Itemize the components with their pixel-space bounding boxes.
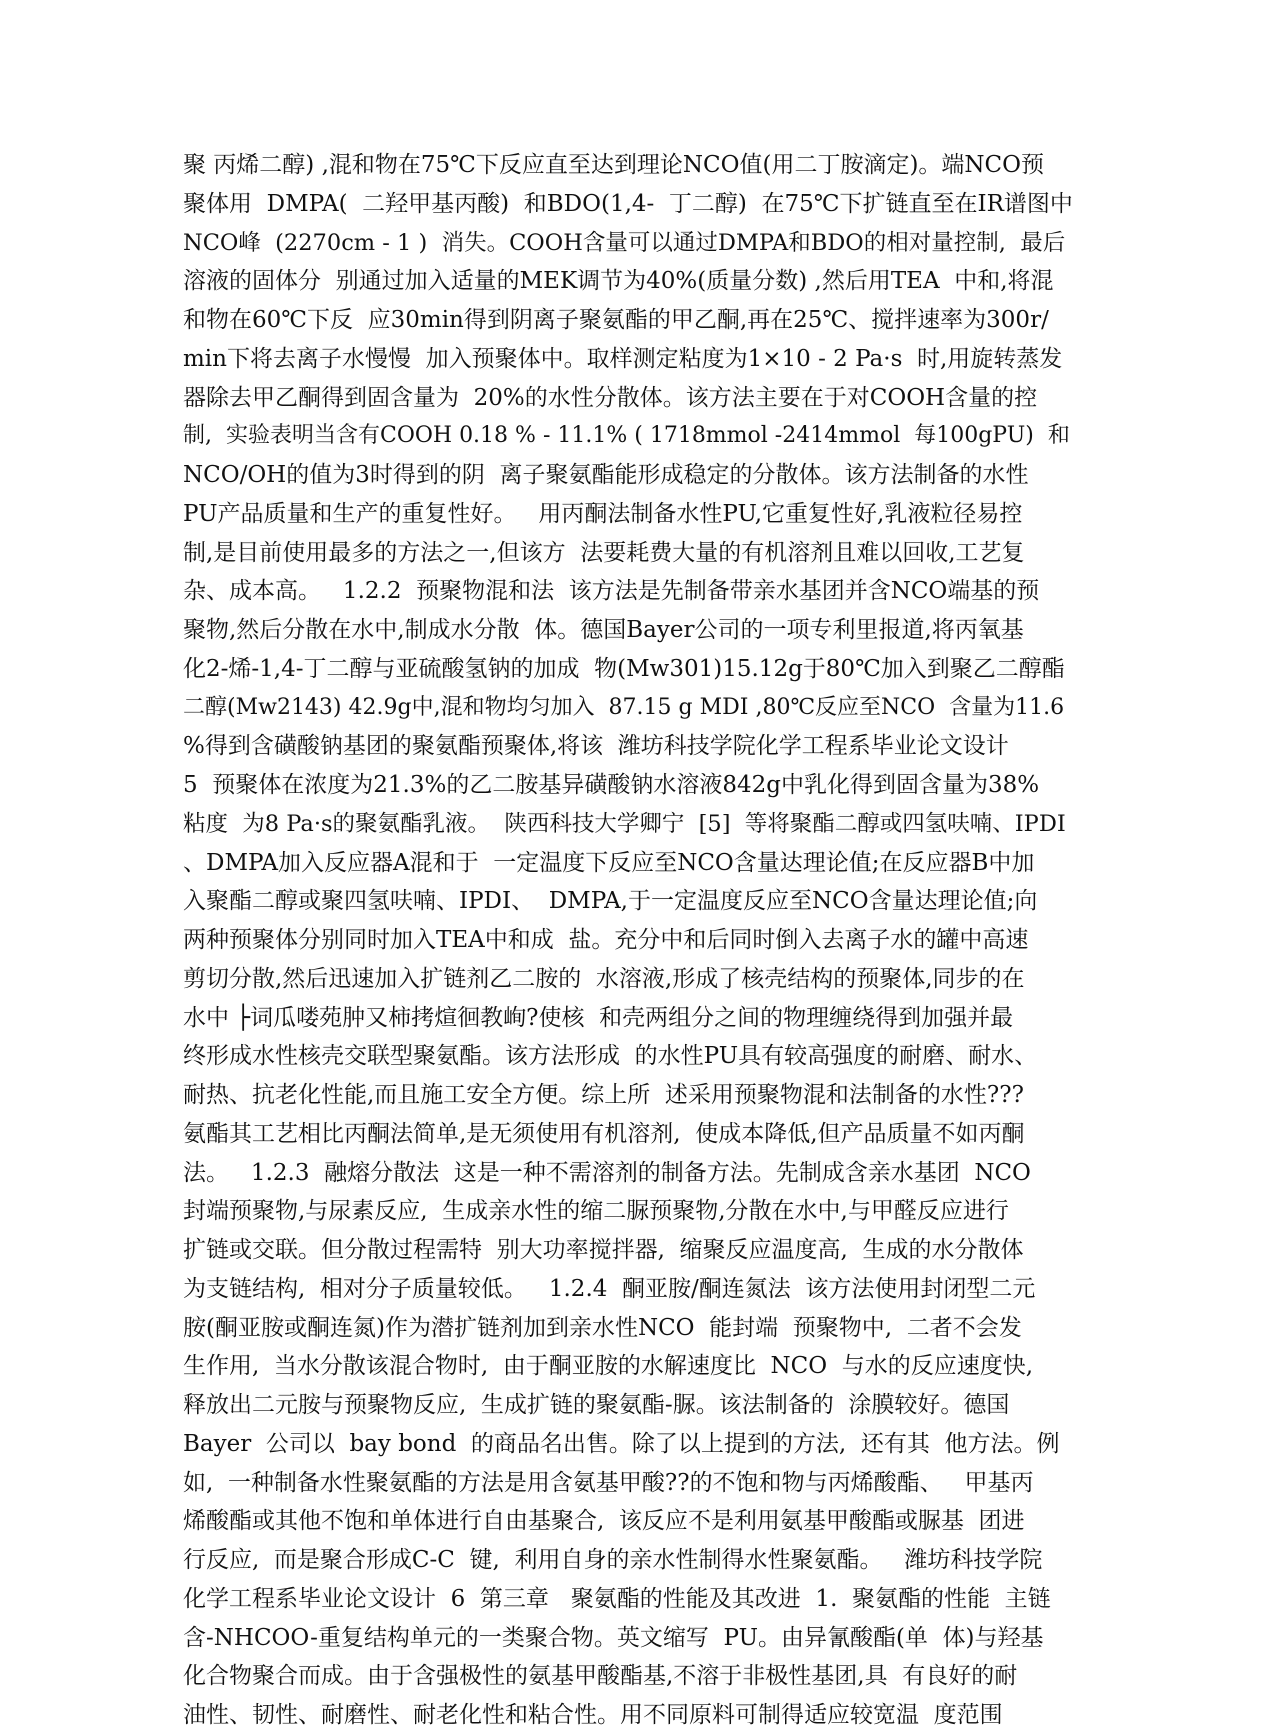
text-line: 溶液的固体分 别通过加入适量的MEK调节为40%(质量分数) ,然后用TEA 中和,将混 (183, 268, 1054, 295)
text-line: 二醇(Mw2143) 42.9g中,混和物均匀加入 87.15 g MDI ,80℃反应至NCO 含量为11.6 (183, 694, 1065, 720)
text-line: 含-NHCOO-重复结构单元的一类聚合物。英文缩写 PU。由异氰酸酯(单 体)与羟基 (183, 1624, 1044, 1651)
text-line: 扩链或交联。但分散过程需特 别大功率搅拌器, 缩聚反应温度高, 生成的水分散体 (183, 1237, 1024, 1263)
text-line: 行反应, 而是聚合形成C-C 键, 利用自身的亲水性制得水性聚氨酯。 潍坊科技学院 (183, 1547, 1043, 1573)
text-line: 杂、成本高。 1.2.2 预聚物混和法 该方法是先制备带亲水基团并含NCO端基的预 (183, 578, 1040, 605)
text-line: 耐热、抗老化性能,而且施工安全方便。综上所 述采用预聚物混和法制备的水性??? (183, 1082, 1024, 1108)
text-line: 器除去甲乙酮得到固含量为 20%的水性分散体。该方法主要在于对COOH含量的控 (183, 384, 1038, 411)
text-line: 油性、韧性、耐磨性、耐老化性和粘合性。用不同原料可制得适应较宽温 度范围 (183, 1702, 1003, 1728)
text-line: 剪切分散,然后迅速加入扩链剂乙二胺的 水溶液,形成了核壳结构的预聚体,同步的在 (183, 965, 1025, 992)
body-text (183, 146, 1083, 1735)
text-line: 两种预聚体分别同时加入TEA中和成 盐。充分中和后同时倒入去离子水的罐中高速 (183, 927, 1029, 953)
text-line: NCO峰 (2270cm - 1 ) 消失。COOH含量可以通过DMPA和BDO的相对量控制, 最后 (183, 229, 1066, 256)
text-line: 聚体用 DMPA( 二羟甲基丙酸) 和BDO(1,4- 丁二醇) 在75℃下扩链直至在IR谱图中 (183, 190, 1073, 217)
text-line: 为支链结构, 相对分子质量较低。 1.2.4 酮亚胺/酮连氮法 该方法使用封闭型二元 (183, 1275, 1036, 1302)
text-line: 释放出二元胺与预聚物反应, 生成扩链的聚氨酯-脲。该法制备的 涂膜较好。德国 (183, 1392, 1010, 1418)
text-line: 化2-烯-1,4-丁二醇与亚硫酸氢钠的加成 物(Mw301)15.12g于80℃加入到聚乙二醇酯 (183, 655, 1065, 682)
text-line: 胺(酮亚胺或酮连氮)作为潜扩链剂加到亲水性NCO 能封端 预聚物中, 二者不会发 (183, 1314, 1022, 1341)
text-line: 烯酸酯或其他不饱和单体进行自由基聚合, 该反应不是利用氨基甲酸酯或脲基 团进 (183, 1508, 1025, 1535)
text-line: 5 预聚体在浓度为21.3%的乙二胺基异磺酸钠水溶液842g中乳化得到固含量为38% (183, 772, 1040, 798)
text-line: PU产品质量和生产的重复性好。 用丙酮法制备水性PU,它重复性好,乳液粒径易控 (183, 500, 1023, 527)
text-line: 制, 实验表明当含有COOH 0.18 % - 11.1% ( 1718mmol -2414mmol 每100gPU) 和 (183, 423, 1070, 449)
text-line: 、DMPA加入反应器A混和于 一定温度下反应至NCO含量达理论值;在反应器B中加 (183, 849, 1035, 876)
text-line: 生作用, 当水分散该混合物时, 由于酮亚胺的水解速度比 NCO 与水的反应速度快, (183, 1353, 1034, 1380)
text-line: 水中 ├词瓜喽苑肿又柿拷煊徊教峋?使核 和壳两组分之间的物理缠绕得到加强并最 (183, 1004, 1014, 1031)
text-line: 封端预聚物,与尿素反应, 生成亲水性的缩二脲预聚物,分散在水中,与甲醛反应进行 (183, 1198, 1009, 1225)
text-line: Bayer 公司以 bay bond 的商品名出售。除了以上提到的方法, 还有其 他方法。例 (183, 1430, 1060, 1457)
text-line: 和物在60℃下反 应30min得到阴离子聚氨酯的甲乙酮,再在25℃、搅拌速率为300r/ (183, 307, 1049, 333)
text-line: 终形成水性核壳交联型聚氨酯。该方法形成 的水性PU具有较高强度的耐磨、耐水、 (183, 1043, 1038, 1070)
text-line: 聚物,然后分散在水中,制成水分散 体。德国Bayer公司的一项专利里报道,将丙氧基 (183, 617, 1024, 643)
text-line: 制,是目前使用最多的方法之一,但该方 法要耗费大量的有机溶剂且难以回收,工艺复 (183, 539, 1025, 566)
text-line: 法。 1.2.3 融熔分散法 这是一种不需溶剂的制备方法。先制成含亲水基团 NCO (183, 1159, 1031, 1186)
text-line: 化学工程系毕业论文设计 6 第三章 聚氨酯的性能及其改进 1. 聚氨酯的性能 主链 (183, 1585, 1051, 1612)
text-line: 入聚酯二醇或聚四氢呋喃、IPDI、 DMPA,于一定温度反应至NCO含量达理论值;向 (183, 888, 1038, 915)
text-line: min下将去离子水慢慢 加入预聚体中。取样测定粘度为1×10 - 2 Pa·s 时,用旋转蒸发 (183, 345, 1063, 372)
text-line: 粘度 为8 Pa·s的聚氨酯乳液。 陕西科技大学卿宁 [5] 等将聚酯二醇或四氢呋喃、IPDI (183, 810, 1066, 837)
text-line: 氨酯其工艺相比丙酮法简单,是无须使用有机溶剂, 使成本降低,但产品质量不如丙酮 (183, 1120, 1025, 1147)
text-line: %得到含磺酸钠基团的聚氨酯预聚体,将该 潍坊科技学院化学工程系毕业论文设计 (183, 733, 1009, 760)
text-line: 如, 一种制备水性聚氨酯的方法是用含氨基甲酸??的不饱和物与丙烯酸酯、 甲基丙 (183, 1469, 1034, 1496)
text-line: NCO/OH的值为3时得到的阴 离子聚氨酯能形成稳定的分散体。该方法制备的水性 (183, 462, 1029, 488)
text-line: 聚 丙烯二醇) ,混和物在75℃下反应直至达到理论NCO值(用二丁胺滴定)。端NCO预 (183, 152, 1045, 178)
text-line: 化合物聚合而成。由于含强极性的氨基甲酸酯基,不溶于非极性基团,具 有良好的耐 (183, 1663, 1018, 1690)
